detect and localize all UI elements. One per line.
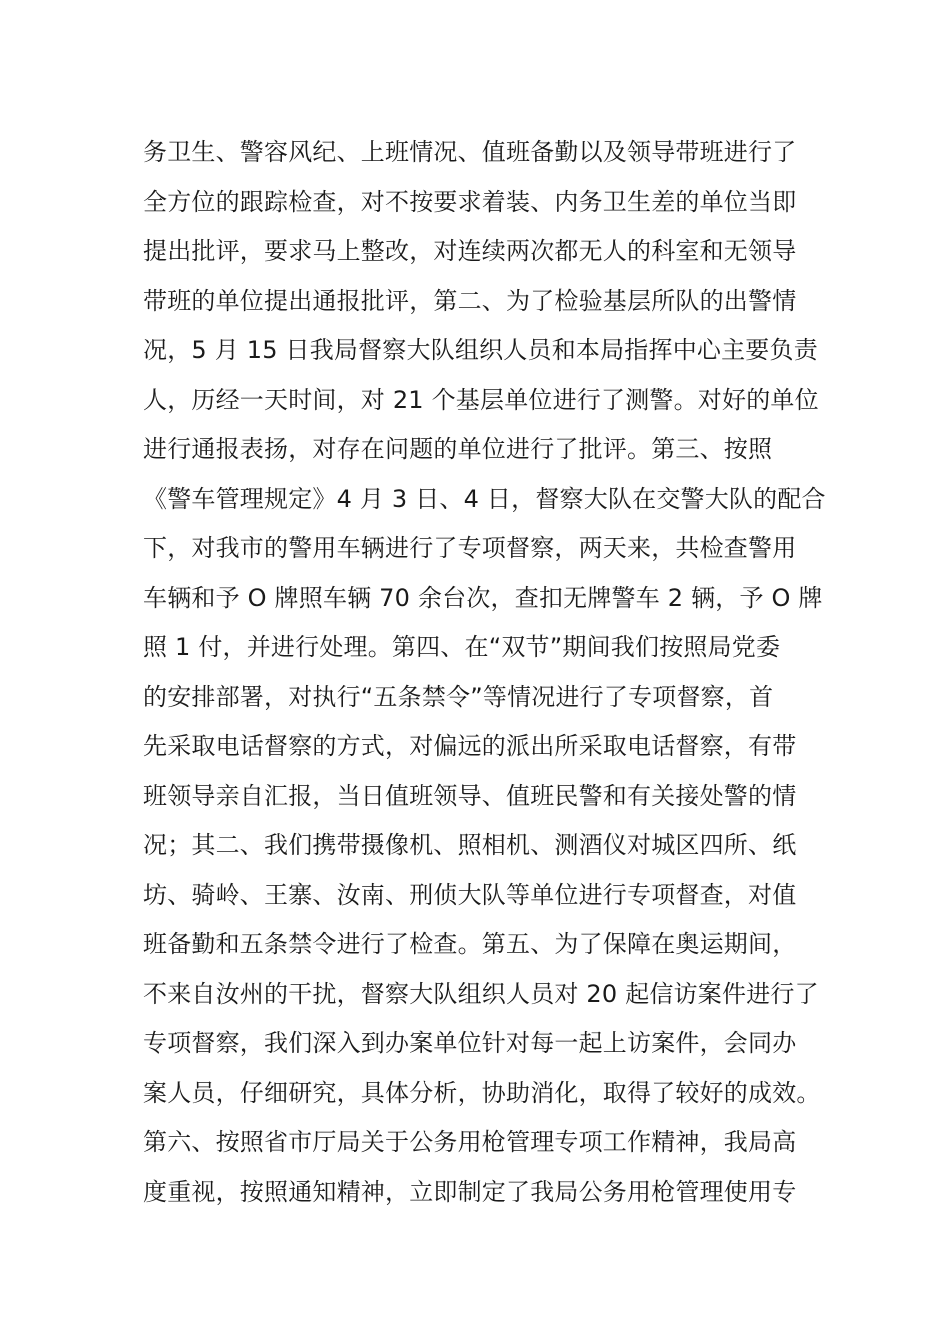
text-line: 车辆和予 O 牌照车辆 70 余台次，查扣无牌警车 2 辆，予 O 牌 — [143, 583, 823, 612]
text-line: 度重视，按照通知精神，立即制定了我局公务用枪管理使用专 — [143, 1177, 797, 1206]
text-line: 先采取电话督察的方式，对偏远的派出所采取电话督察，有带 — [143, 732, 797, 760]
text-line: 进行通报表扬，对存在问题的单位进行了批评。第三、按照 — [143, 435, 773, 463]
body-text — [143, 128, 843, 1217]
text-line: 班领导亲自汇报，当日值班领导、值班民警和有关接处警的情 — [143, 781, 797, 810]
text-line: 提出批评，要求马上整改，对连续两次都无人的科室和无领导 — [143, 237, 797, 265]
text-line: 带班的单位提出通报批评，第二、为了检验基层所队的出警情 — [143, 286, 797, 315]
text-line: 务卫生、警容风纪、上班情况、值班备勤以及领导带班进行了 — [143, 138, 797, 166]
text-line: 的安排部署，对执行“五条禁令”等情况进行了专项督察，首 — [143, 682, 774, 711]
text-line: 下，对我市的警用车辆进行了专项督察，两天来，共检查警用 — [143, 534, 797, 562]
text-line: 班备勤和五条禁令进行了检查。第五、为了保障在奥运期间， — [143, 930, 797, 958]
text-line: 第六、按照省市厅局关于公务用枪管理专项工作精神，我局高 — [143, 1128, 797, 1156]
text-line: 人，历经一天时间，对 21 个基层单位进行了测警。对好的单位 — [143, 385, 819, 414]
text-line: 照 1 付，并进行处理。第四、在“双节”期间我们按照局党委 — [143, 633, 781, 661]
text-line: 全方位的跟踪检查，对不按要求着装、内务卫生差的单位当即 — [143, 187, 797, 216]
text-line: 专项督察，我们深入到办案单位针对每一起上访案件，会同办 — [143, 1029, 797, 1057]
text-line: 《警车管理规定》4 月 3 日、4 日，督察大队在交警大队的配合 — [143, 484, 826, 513]
text-line: 案人员，仔细研究，具体分析，协助消化，取得了较好的成效。 — [143, 1078, 821, 1107]
text-line: 坊、骑岭、王寨、汝南、刑侦大队等单位进行专项督查，对值 — [143, 880, 797, 909]
text-line: 不来自汝州的干扰，督察大队组织人员对 20 起信访案件进行了 — [143, 979, 819, 1008]
text-line: 况，5 月 15 日我局督察大队组织人员和本局指挥中心主要负责 — [143, 336, 818, 364]
text-line: 况；其二、我们携带摄像机、照相机、测酒仪对城区四所、纸 — [143, 831, 797, 859]
